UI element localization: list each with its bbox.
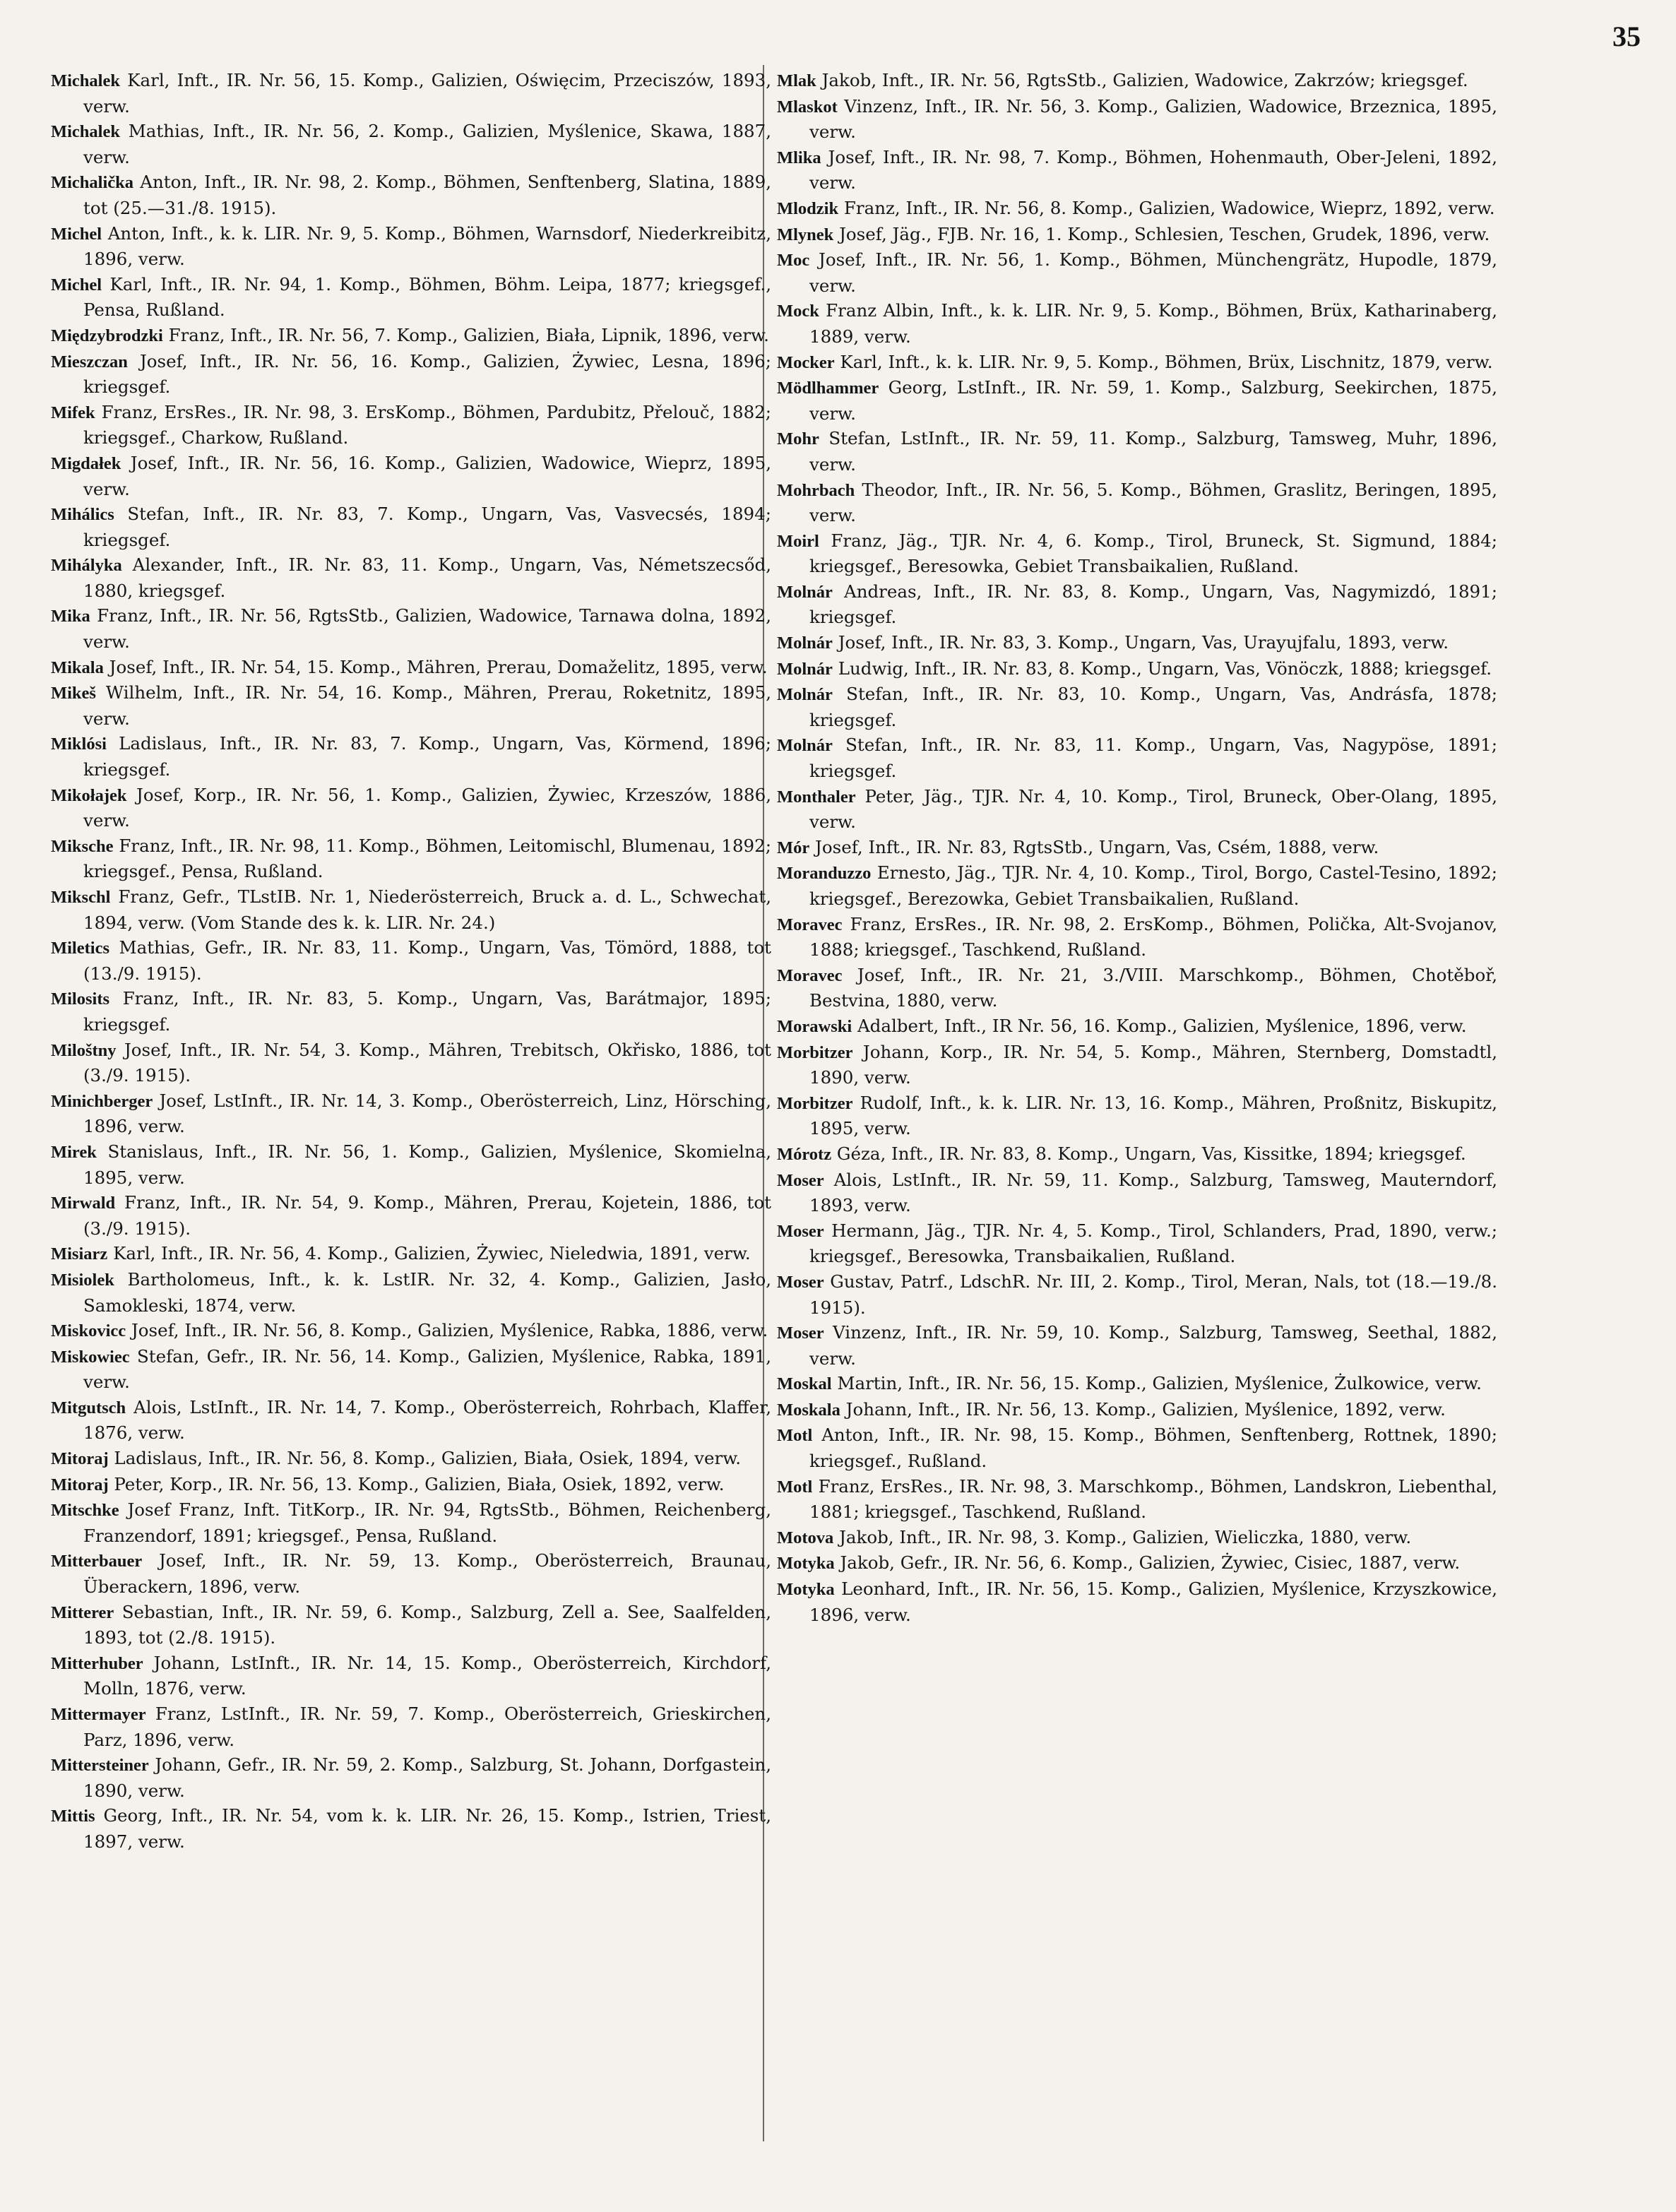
entry-details: Josef, Inft., IR. Nr. 56, 16. Komp., Galizien, Żywiec, Lesna, 1896; kriegsgef. [83, 350, 771, 398]
entry-details: Franz, Inft., IR. Nr. 54, 9. Komp., Mähren, Prerau, Kojetein, 1886, tot (3./9. 1915). [83, 1192, 772, 1239]
entry-surname: Molnár [777, 685, 833, 705]
entry-surname: Motyka [777, 1580, 835, 1600]
entry-details: Josef, Inft., IR. Nr. 98, 7. Komp., Böhmen, Hohenmauth, Ober-Jeleni, 1892, verw. [809, 146, 1497, 194]
register-entry [51, 603, 771, 654]
entry-details: Josef, Inft., IR. Nr. 59, 13. Komp., Oberösterreich, Braunau, Überackern, 1896, verw. [83, 1550, 771, 1598]
entry-details: Anton, Inft., IR. Nr. 98, 2. Komp., Böhmen, Senftenberg, Slatina, 1889, tot (25.—31./8. 1915). [83, 172, 771, 218]
entry-surname: Miklósi [51, 735, 107, 754]
entry-details: Josef, Inft., IR. Nr. 56, 1. Komp., Böhmen, Münchengrätz, Hupodle, 1879, verw. [809, 249, 1498, 296]
register-entry [777, 1397, 1497, 1423]
register-entry [51, 221, 771, 272]
register-entry [777, 426, 1497, 477]
register-entry [777, 1141, 1497, 1167]
register-entry [777, 784, 1497, 835]
entry-surname: Mirwald [51, 1194, 116, 1213]
entry-details: Anton, Inft., k. k. LIR. Nr. 9, 5. Komp., Böhmen, Warnsdorf, Niederkreibitz, 1896, verw. [83, 222, 771, 270]
entry-surname: Mór [777, 838, 810, 857]
entry-surname: Michalek [51, 71, 120, 90]
entry-details: Karl, Inft., IR. Nr. 56, 4. Komp., Galizien, Żywiec, Nieledwia, 1891, verw. [113, 1243, 751, 1264]
entry-surname: Molnár [777, 736, 833, 756]
entry-details: Johann, Inft., IR. Nr. 56, 13. Komp., Galizien, Myślenice, 1892, verw. [845, 1398, 1446, 1420]
entry-surname: Morawski [777, 1016, 852, 1036]
entry-surname: Miskovicc [51, 1321, 126, 1341]
entry-surname: Moser [777, 1324, 824, 1343]
register-entry [51, 935, 771, 986]
entry-details: Jakob, Inft., IR. Nr. 98, 3. Komp., Galizien, Wieliczka, 1880, verw. [839, 1526, 1412, 1547]
entry-surname: Morbitzer [777, 1093, 853, 1113]
entry-surname: Molnár [777, 659, 833, 679]
register-entry [51, 1088, 771, 1139]
entry-details: Mathias, Inft., IR. Nr. 56, 2. Komp., Galizien, Myślenice, Skawa, 1887, verw. [83, 121, 771, 167]
entry-details: Alois, LstInft., IR. Nr. 14, 7. Komp., Oberösterreich, Rohrbach, Klaffer, 1876, verw. [83, 1396, 771, 1444]
register-entry [777, 1218, 1497, 1269]
entry-surname: Mika [51, 607, 90, 626]
entry-surname: Misiarz [51, 1244, 108, 1264]
entry-details: Franz, Inft., IR. Nr. 56, 7. Komp., Galizien, Biała, Lipnik, 1896, verw. [168, 324, 769, 345]
entry-details: Ludwig, Inft., IR. Nr. 83, 8. Komp., Ungarn, Vas, Vönöczk, 1888; kriegsgef. [838, 658, 1492, 679]
entry-details: Josef, Inft., IR. Nr. 54, 3. Komp., Mähren, Trebitsch, Okřisko, 1886, tot (3./9. 1915). [83, 1039, 771, 1086]
register-entry [777, 656, 1497, 682]
register-entry [777, 247, 1497, 298]
register-entry [777, 94, 1497, 145]
register-entry [51, 1651, 771, 1701]
register-entry [51, 272, 771, 323]
entry-surname: Moskal [777, 1374, 832, 1394]
entry-surname: Moirl [777, 531, 819, 551]
entry-surname: Mihályka [51, 556, 122, 576]
entry-details: Franz, Inft., IR. Nr. 98, 11. Komp., Böhmen, Leitomischl, Blumenau, 1892; kriegsgef., Pensa, Rußland. [83, 835, 771, 882]
entry-details: Franz, Gefr., TLstIB. Nr. 1, Niederösterreich, Bruck a. d. L., Schwechat, 1894, verw. (Vom Stande des k. k. LIR. Nr. 24.) [83, 886, 771, 933]
entry-surname: Mitoraj [51, 1449, 109, 1469]
entry-surname: Mitterbauer [51, 1552, 143, 1571]
register-entry [51, 1241, 771, 1267]
entry-details: Mathias, Gefr., IR. Nr. 83, 11. Komp., Ungarn, Vas, Tömörd, 1888, tot (13./9. 1915). [83, 937, 771, 984]
entry-surname: Moser [777, 1170, 824, 1190]
entry-details: Josef, LstInft., IR. Nr. 14, 3. Komp., Oberösterreich, Linz, Hörsching, 1896, verw. [83, 1090, 771, 1137]
entry-surname: Mitgutsch [51, 1398, 126, 1417]
register-entry [51, 783, 771, 833]
entry-surname: Moravec [777, 915, 843, 934]
entry-details: Josef, Jäg., FJB. Nr. 16, 1. Komp., Schlesien, Teschen, Grudek, 1896, verw. [839, 223, 1490, 244]
entry-details: Sebastian, Inft., IR. Nr. 59, 6. Komp., Salzburg, Zell a. See, Saalfelden, 1893, tot (2./8. 1915). [83, 1601, 771, 1648]
register-entry [51, 1446, 771, 1472]
entry-surname: Motova [777, 1528, 834, 1547]
entry-surname: Mihálics [51, 505, 114, 525]
register-entry [777, 298, 1497, 349]
entry-details: Anton, Inft., IR. Nr. 98, 15. Komp., Böhmen, Senftenberg, Rottnek, 1890; kriegsgef., Rußland. [809, 1425, 1497, 1472]
entry-details: Jakob, Gefr., IR. Nr. 56, 6. Komp., Galizien, Żywiec, Cisiec, 1887, verw. [840, 1552, 1461, 1574]
entry-details: Bartholomeus, Inft., k. k. LstIR. Nr. 32, 4. Komp., Galizien, Jasło, Samokleski, 1874, verw. [83, 1268, 771, 1316]
register-entry [777, 1013, 1497, 1040]
entry-details: Johann, LstInft., IR. Nr. 14, 15. Komp., Oberösterreich, Kirchdorf, Molln, 1876, verw. [83, 1652, 771, 1699]
entry-surname: Mödlhammer [777, 379, 879, 398]
register-entry [777, 350, 1497, 376]
register-entry [777, 579, 1497, 630]
register-entry [51, 731, 771, 782]
entry-details: Vinzenz, Inft., IR. Nr. 56, 3. Komp., Galizien, Wadowice, Brzeznica, 1895, verw. [809, 95, 1498, 143]
entry-surname: Mittis [51, 1807, 95, 1826]
register-entry [777, 912, 1497, 963]
entry-details: Franz, ErsRes., IR. Nr. 98, 2. ErsKomp., Böhmen, Polička, Alt-Svojanov, 1888; kriegsgef., Taschkend, Rußland. [809, 913, 1497, 961]
register-entry [777, 1550, 1497, 1576]
entry-details: Georg, LstInft., IR. Nr. 59, 1. Komp., Salzburg, Seekirchen, 1875, verw. [809, 377, 1497, 424]
entry-surname: Miloštny [51, 1040, 117, 1060]
register-entry [51, 323, 771, 349]
entry-surname: Migdałek [51, 453, 121, 473]
entry-details: Josef, Inft., IR. Nr. 83, 3. Komp., Ungarn, Vas, Urayujfalu, 1893, verw. [838, 632, 1449, 653]
entry-details: Jakob, Inft., IR. Nr. 56, RgtsStb., Galizien, Wadowice, Zakrzów; kriegsgef. [821, 70, 1468, 90]
entry-surname: Mohr [777, 429, 819, 449]
register-entry [777, 1525, 1497, 1551]
entry-surname: Michel [51, 224, 102, 244]
entry-details: Rudolf, Inft., k. k. LIR. Nr. 13, 16. Komp., Mähren, Proßnitz, Biskupitz, 1895, verw. [809, 1092, 1497, 1139]
register-entry [51, 68, 771, 119]
register-entry [51, 680, 771, 731]
entry-details: Franz, Jäg., TJR. Nr. 4, 6. Komp., Tirol, Bruneck, St. Sigmund, 1884; kriegsgef., Beresowka, Gebiet Transbaikalien, Rußland. [809, 530, 1498, 577]
register-entry [51, 655, 771, 681]
entry-surname: Mlika [777, 148, 821, 167]
entry-surname: Michalička [51, 173, 134, 193]
entry-surname: Molnár [777, 582, 833, 602]
register-entry [777, 630, 1497, 656]
register-entry [777, 145, 1497, 196]
entry-details: Peter, Korp., IR. Nr. 56, 13. Komp., Galizien, Biała, Osiek, 1892, verw. [114, 1473, 725, 1494]
entry-surname: Mikeš [51, 684, 96, 703]
entry-surname: Mirek [51, 1142, 97, 1162]
register-entry [777, 1269, 1497, 1320]
entry-surname: Międzybrodzki [51, 326, 163, 345]
entry-details: Franz, Inft., IR. Nr. 83, 5. Komp., Ungarn, Vas, Barátmajor, 1895; kriegsgef. [83, 988, 772, 1035]
entry-details: Karl, Inft., k. k. LIR. Nr. 9, 5. Komp., Böhmen, Brüx, Lischnitz, 1879, verw. [840, 351, 1493, 372]
entry-details: Franz, LstInft., IR. Nr. 59, 7. Komp., Oberösterreich, Grieskirchen, Parz, 1896, verw. [83, 1703, 771, 1750]
entry-surname: Minichberger [51, 1091, 153, 1111]
entry-details: Stefan, Inft., IR. Nr. 83, 11. Komp., Ungarn, Vas, Nagypöse, 1891; kriegsgef. [809, 735, 1497, 782]
entry-details: Johann, Korp., IR. Nr. 54, 5. Komp., Mähren, Sternberg, Domstadtl, 1890, verw. [809, 1041, 1497, 1088]
register-entry [51, 1701, 771, 1752]
entry-details: Leonhard, Inft., IR. Nr. 56, 15. Komp., Galizien, Myślenice, Krzyszkowice, 1896, verw. [809, 1578, 1497, 1625]
entry-surname: Moser [777, 1221, 824, 1241]
register-entry [777, 196, 1497, 222]
entry-surname: Mittermayer [51, 1705, 146, 1724]
entry-surname: Moc [777, 251, 810, 270]
entry-details: Hermann, Jäg., TJR. Nr. 4, 5. Komp., Tirol, Schlanders, Prad, 1890, verw.; kriegsgef., Beresowka, Transbaikalien, Rußland. [809, 1220, 1497, 1267]
entry-details: Karl, Inft., IR. Nr. 94, 1. Komp., Böhmen, Böhm. Leipa, 1877; kriegsgef., Pensa, Rußland. [83, 273, 772, 321]
entry-surname: Mikołajek [51, 785, 127, 805]
entry-details: Stanislaus, Inft., IR. Nr. 56, 1. Komp., Galizien, Myślenice, Skomielna, 1895, verw. [83, 1141, 771, 1188]
entry-details: Wilhelm, Inft., IR. Nr. 54, 16. Komp., Mähren, Prerau, Roketnitz, 1895, verw. [83, 682, 771, 729]
register-entry [777, 1167, 1497, 1218]
entry-surname: Motl [777, 1426, 813, 1446]
register-entry [777, 860, 1497, 911]
register-entry [777, 732, 1497, 783]
register-entry [777, 963, 1497, 1013]
entry-surname: Mlynek [777, 225, 834, 244]
entry-surname: Misiolek [51, 1270, 114, 1290]
entry-details: Josef, Korp., IR. Nr. 56, 1. Komp., Galizien, Żywiec, Krzeszów, 1886, verw. [83, 784, 771, 831]
entry-details: Ladislaus, Inft., IR. Nr. 56, 8. Komp., Galizien, Biała, Osiek, 1894, verw. [114, 1448, 742, 1469]
register-entry [51, 451, 771, 501]
register-entry [777, 1474, 1497, 1525]
register-entry [51, 501, 771, 552]
entry-details: Johann, Gefr., IR. Nr. 59, 2. Komp., Salzburg, St. Johann, Dorfgastein, 1890, verw. [83, 1754, 771, 1801]
register-entry [51, 170, 771, 220]
entry-surname: Moranduzzo [777, 864, 872, 884]
entry-details: Géza, Inft., IR. Nr. 83, 8. Komp., Ungarn, Vas, Kissitke, 1894; kriegsgef. [836, 1143, 1466, 1164]
register-entry [51, 1395, 771, 1446]
entry-surname: Mlodzik [777, 198, 839, 218]
register-entry [51, 1190, 771, 1241]
register-entry [777, 528, 1497, 579]
entry-surname: Mittersteiner [51, 1756, 149, 1776]
entry-details: Andreas, Inft., IR. Nr. 83, 8. Komp., Ungarn, Vas, Nagymizdó, 1891; kriegsgef. [809, 581, 1497, 628]
entry-details: Peter, Jäg., TJR. Nr. 4, 10. Komp., Tirol, Bruneck, Ober-Olang, 1895, verw. [809, 785, 1497, 833]
entry-surname: Miletics [51, 939, 109, 958]
entry-surname: Mock [777, 302, 819, 321]
entry-details: Franz, ErsRes., IR. Nr. 98, 3. Marschkomp., Böhmen, Landskron, Liebenthal, 1881; kriegsgef., Taschkend, Rußland. [809, 1475, 1497, 1523]
entry-details: Josef, Inft., IR. Nr. 83, RgtsStb., Ungarn, Vas, Csém, 1888, verw. [815, 836, 1379, 857]
entry-details: Josef, Inft., IR. Nr. 21, 3./VIII. Marschkomp., Böhmen, Chotěboř, Bestvina, 1880, verw. [809, 964, 1497, 1011]
register-entry [51, 884, 771, 935]
register-entry [51, 1037, 771, 1088]
entry-details: Josef, Inft., IR. Nr. 56, 8. Komp., Galizien, Myślenice, Rabka, 1886, verw. [131, 1320, 768, 1341]
entry-surname: Moser [777, 1272, 824, 1292]
register-entry [51, 1472, 771, 1498]
register-entry [51, 400, 771, 451]
entry-surname: Monthaler [777, 787, 856, 807]
entry-details: Franz, Inft., IR. Nr. 56, 8. Komp., Galizien, Wadowice, Wieprz, 1892, verw. [843, 197, 1495, 218]
entry-details: Josef, Inft., IR. Nr. 54, 15. Komp., Mähren, Prerau, Domaželitz, 1895, verw. [109, 656, 768, 677]
entry-details: Stefan, Inft., IR. Nr. 83, 7. Komp., Ungarn, Vas, Vasvecsés, 1894; kriegsgef. [83, 504, 771, 550]
entry-details: Vinzenz, Inft., IR. Nr. 59, 10. Komp., Salzburg, Tamsweg, Seethal, 1882, verw. [809, 1322, 1497, 1369]
entry-details: Georg, Inft., IR. Nr. 54, vom k. k. LIR. Nr. 26, 15. Komp., Istrien, Triest, 1897, verw. [83, 1805, 771, 1852]
left-column [51, 68, 771, 1855]
register-entry [51, 1600, 771, 1651]
entry-surname: Michel [51, 275, 102, 295]
entry-surname: Moskala [777, 1400, 840, 1420]
register-entry [777, 1422, 1497, 1473]
register-entry [777, 835, 1497, 861]
entry-surname: Molnár [777, 634, 833, 653]
register-entry [777, 1576, 1497, 1627]
page-number: 35 [1612, 20, 1641, 52]
entry-surname: Miskowiec [51, 1347, 130, 1367]
register-entry [777, 477, 1497, 528]
entry-surname: Mitschke [51, 1501, 119, 1521]
register-entry [51, 1344, 771, 1395]
right-column [777, 68, 1497, 1627]
entry-surname: Mohrbach [777, 480, 855, 500]
register-entry [51, 986, 771, 1037]
entry-surname: Mifek [51, 403, 95, 422]
entry-details: Gustav, Patrf., LdschR. Nr. III, 2. Komp., Tirol, Meran, Nals, tot (18.—19./8. 1915). [809, 1271, 1497, 1318]
entry-details: Franz, ErsRes., IR. Nr. 98, 3. ErsKomp., Böhmen, Pardubitz, Přelouč, 1882; kriegsgef., Charkow, Rußland. [83, 401, 771, 448]
entry-details: Adalbert, Inft., IR Nr. 56, 16. Komp., Galizien, Myślenice, 1896, verw. [857, 1015, 1467, 1036]
register-entry [51, 1139, 771, 1190]
entry-surname: Mikschl [51, 888, 111, 907]
register-entry [51, 1267, 771, 1318]
register-entry [51, 119, 771, 170]
entry-details: Alexander, Inft., IR. Nr. 83, 11. Komp., Ungarn, Vas, Németszecsőd, 1880, kriegsgef. [83, 554, 771, 601]
entry-surname: Morbitzer [777, 1042, 853, 1062]
register-entry [777, 375, 1497, 426]
entry-surname: Milosits [51, 989, 110, 1009]
entry-details: Stefan, Inft., IR. Nr. 83, 10. Komp., Ungarn, Vas, Andrásfa, 1878; kriegsgef. [809, 684, 1498, 730]
register-entry [51, 1497, 771, 1548]
register-entry [51, 833, 771, 884]
entry-surname: Mitoraj [51, 1475, 109, 1494]
entry-surname: Michalek [51, 122, 120, 142]
entry-details: Stefan, Gefr., IR. Nr. 56, 14. Komp., Galizien, Myślenice, Rabka, 1891, verw. [83, 1345, 771, 1393]
entry-details: Ernesto, Jäg., TJR. Nr. 4, 10. Komp., Tirol, Borgo, Castel-Tesino, 1892; kriegsgef., Berezowka, Gebiet Transbaikalien, Rußland. [809, 862, 1497, 909]
entry-surname: Mórotz [777, 1144, 832, 1164]
entry-surname: Motl [777, 1477, 813, 1497]
entry-surname: Moravec [777, 965, 843, 985]
entry-surname: Mlak [777, 71, 816, 90]
register-entry [777, 222, 1497, 248]
register-entry [777, 68, 1497, 94]
entry-details: Alois, LstInft., IR. Nr. 59, 11. Komp., Salzburg, Tamsweg, Mauterndorf, 1893, verw. [809, 1169, 1497, 1216]
entry-surname: Mitterer [51, 1602, 114, 1622]
entry-details: Josef, Inft., IR. Nr. 56, 16. Komp., Galizien, Wadowice, Wieprz, 1895, verw. [83, 452, 771, 499]
register-entry [777, 1371, 1497, 1397]
register-entry [777, 682, 1497, 732]
register-entry [51, 552, 771, 603]
entry-surname: Mitterhuber [51, 1653, 143, 1673]
entry-surname: Mikala [51, 658, 104, 677]
register-entry [51, 349, 771, 400]
entry-details: Martin, Inft., IR. Nr. 56, 15. Komp., Galizien, Myślenice, Żulkowice, verw. [837, 1373, 1482, 1394]
entry-details: Theodor, Inft., IR. Nr. 56, 5. Komp., Böhmen, Graslitz, Beringen, 1895, verw. [809, 479, 1497, 526]
entry-surname: Miksche [51, 836, 114, 856]
entry-details: Stefan, LstInft., IR. Nr. 59, 11. Komp., Salzburg, Tamsweg, Muhr, 1896, verw. [809, 428, 1497, 475]
register-entry [777, 1320, 1497, 1371]
register-entry [51, 1752, 771, 1803]
entry-details: Franz Albin, Inft., k. k. LIR. Nr. 9, 5. Komp., Böhmen, Brüx, Katharinaberg, 1889, verw. [809, 300, 1497, 347]
entry-surname: Motyka [777, 1554, 835, 1574]
register-entry [51, 1803, 771, 1854]
entry-surname: Mocker [777, 352, 835, 372]
entry-surname: Mieszczan [51, 352, 128, 371]
entry-surname: Mlaskot [777, 97, 838, 117]
register-entry [51, 1548, 771, 1599]
register-entry [777, 1090, 1497, 1141]
entry-details: Ladislaus, Inft., IR. Nr. 83, 7. Komp., Ungarn, Vas, Körmend, 1896; kriegsgef. [83, 733, 772, 780]
entry-details: Franz, Inft., IR. Nr. 56, RgtsStb., Galizien, Wadowice, Tarnawa dolna, 1892, verw. [83, 605, 771, 653]
register-entry [777, 1040, 1497, 1090]
entry-details: Josef Franz, Inft. TitKorp., IR. Nr. 94, RgtsStb., Böhmen, Reichenberg, Franzendorf, 1891; kriegsgef., Pensa, Rußland. [83, 1499, 771, 1546]
entry-details: Karl, Inft., IR. Nr. 56, 15. Komp., Galizien, Oświęcim, Przeciszów, 1893, verw. [83, 70, 772, 117]
register-entry [51, 1318, 771, 1344]
